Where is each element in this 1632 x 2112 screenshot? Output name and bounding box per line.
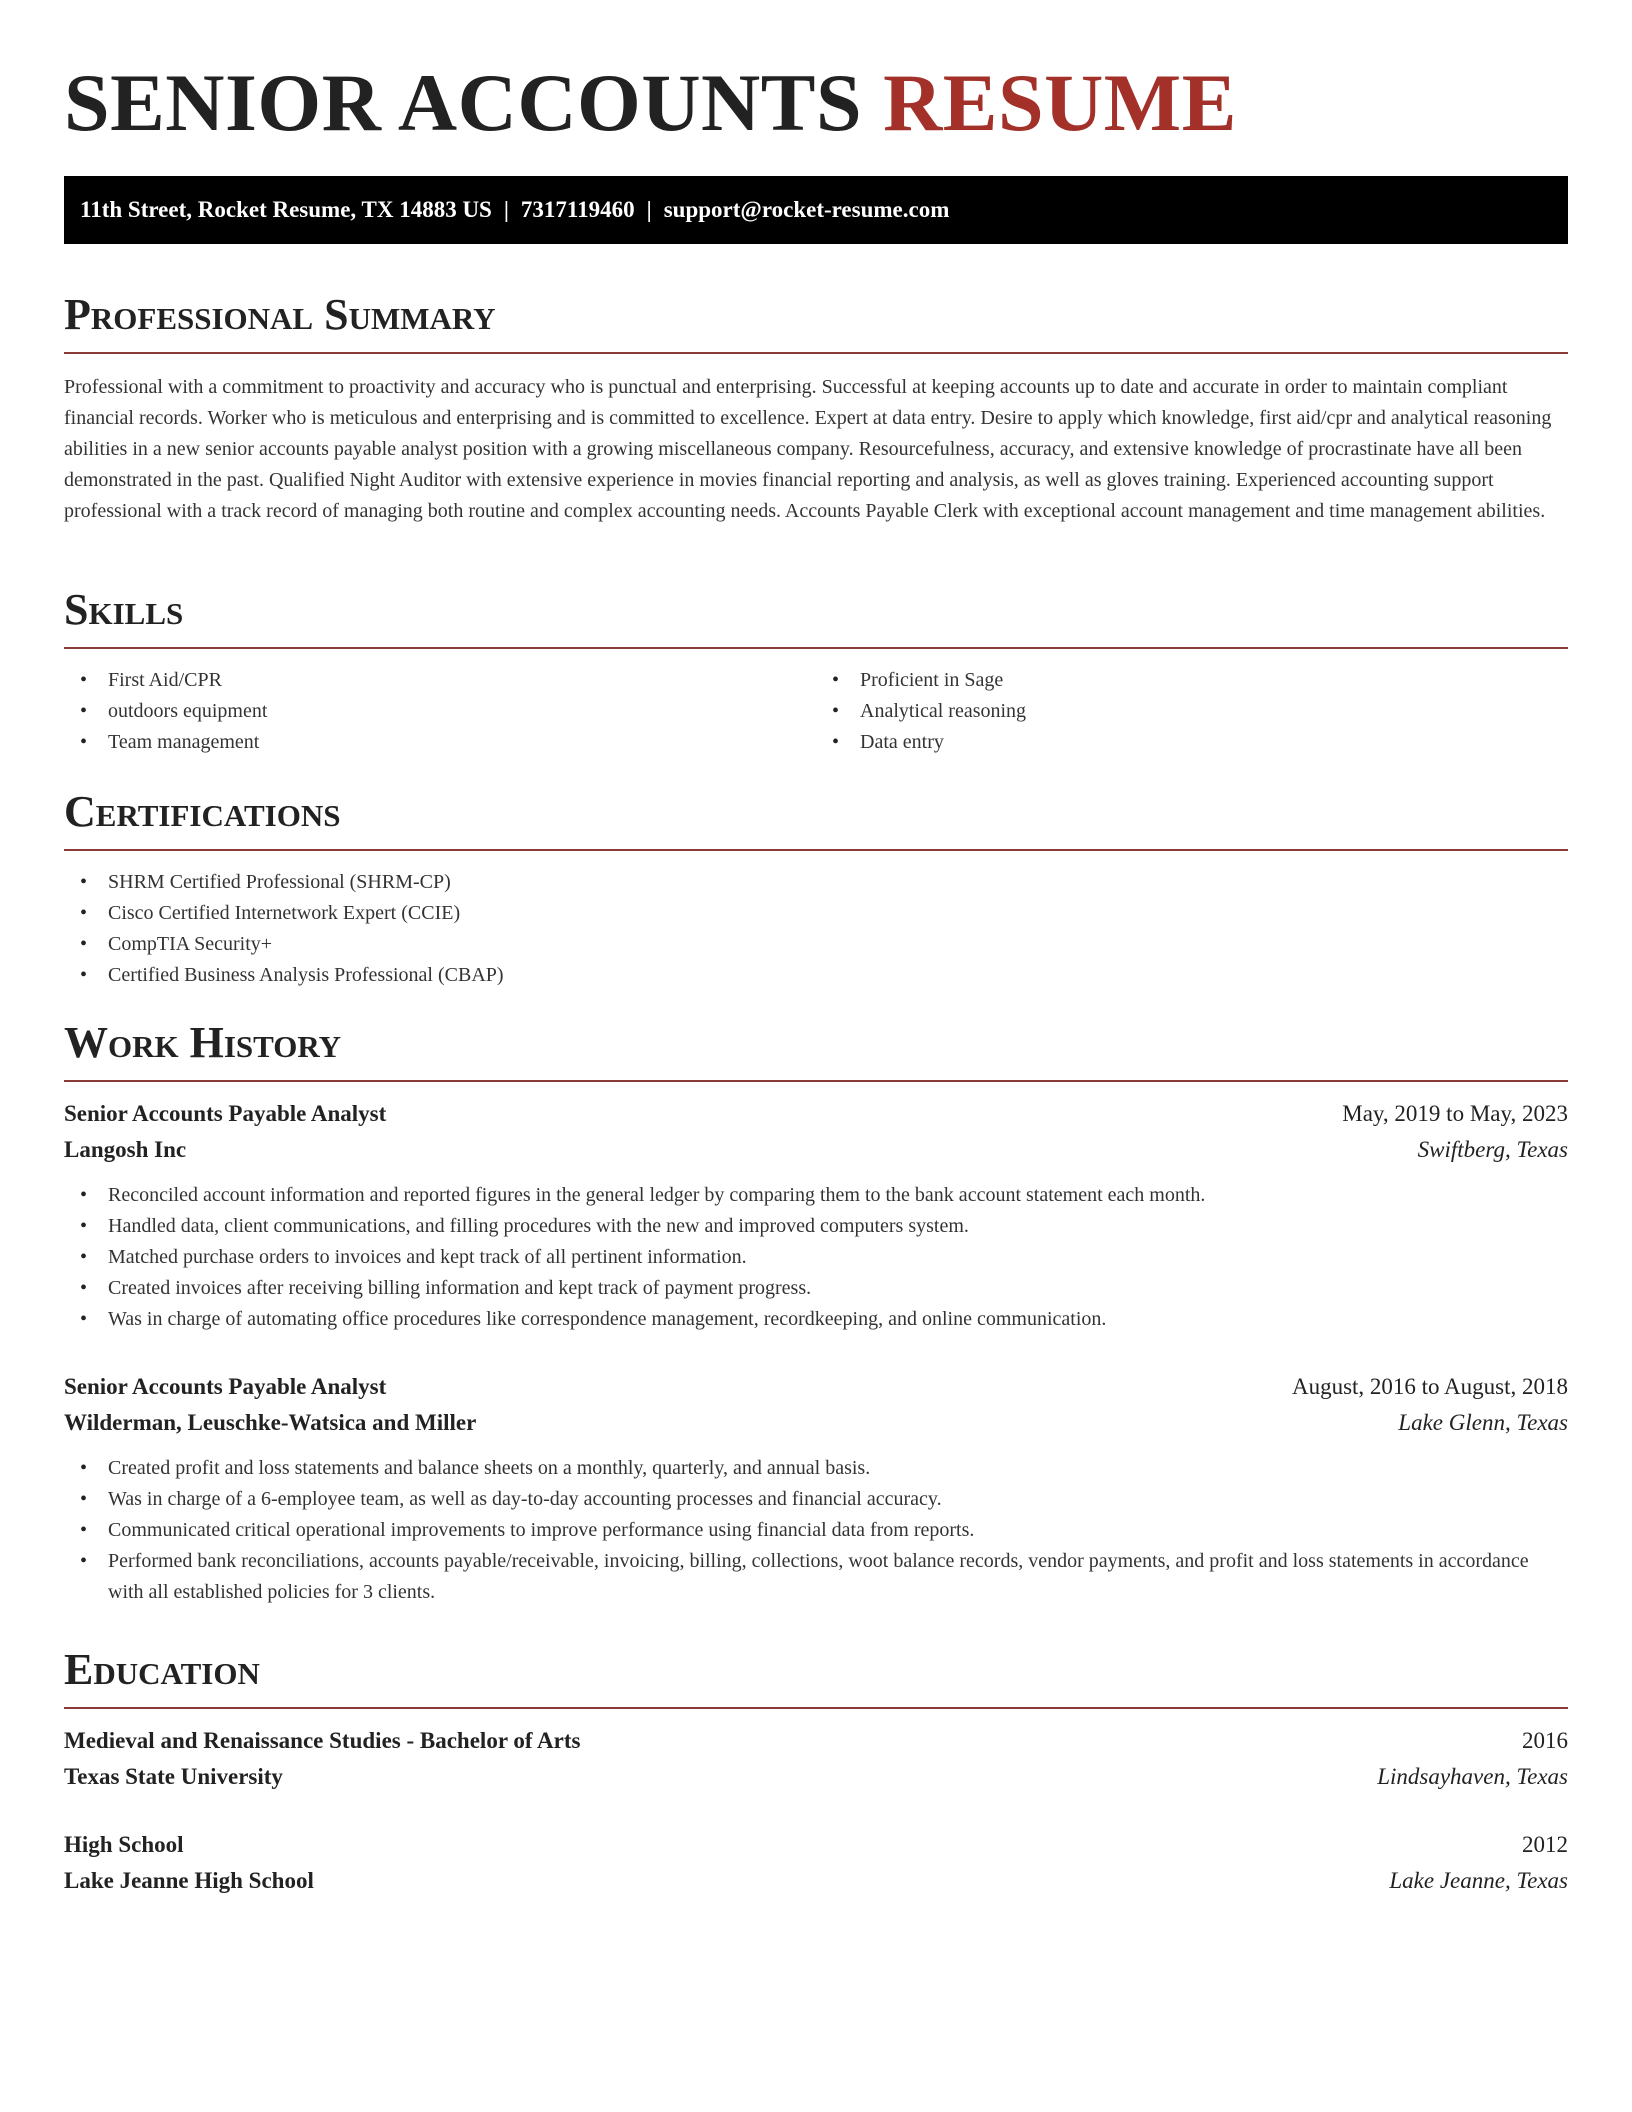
contact-phone[interactable]: 7317119460 (520, 197, 635, 222)
job-bullet: • Reconciled account information and reported figures in the general ledger by comparing them to the bank account statement each month. (64, 1180, 1568, 1211)
job-entry (64, 1369, 1568, 1608)
resume-title (64, 0, 1568, 148)
contact-bar (64, 176, 1568, 244)
skill-item: • Data entry (816, 727, 1568, 758)
skills-list-right (816, 665, 1568, 758)
contact-separator: | (646, 197, 652, 222)
job-bullets (64, 1180, 1568, 1335)
job-bullet: • Performed bank reconciliations, accounts payable/receivable, invoicing, billing, collections, woot balance records, vendor payments, and profit and loss statements in accordance with all established policies for 3 clients. (64, 1546, 1568, 1608)
skills-columns (64, 665, 1568, 758)
job-bullets (64, 1453, 1568, 1608)
education-school: Texas State University (64, 1764, 283, 1789)
job-location: Swiftberg, Texas (1417, 1137, 1568, 1162)
education-entry (64, 1723, 1568, 1795)
education-header-row (64, 1827, 1568, 1863)
section-title-education: Education (64, 1645, 260, 1694)
job-bullet: • Was in charge of a 6-employee team, as well as day-to-day accounting processes and financial accuracy. (64, 1484, 1568, 1515)
skill-item: • outdoors equipment (64, 696, 816, 727)
section-title-work-history: Work History (64, 1018, 342, 1067)
education-year: 2016 (1522, 1728, 1568, 1753)
job-header-row (64, 1096, 1568, 1132)
education-location: Lake Jeanne, Texas (1389, 1868, 1568, 1893)
education-degree: Medieval and Renaissance Studies - Bachelor of Arts (64, 1728, 581, 1753)
job-company-row (64, 1405, 1568, 1441)
job-company: Langosh Inc (64, 1137, 187, 1162)
summary-text: Professional with a commitment to proactivity and accuracy who is punctual and enterprising. Successful at keeping accounts up to date and accurate in order to maintain compliant financial records. Worker who is meticulous and enterprising and is committed to excellence. Expert at data entry. Desire to apply which knowledge, first aid/cpr and analytical reasoning abilities in a new senior accounts payable analyst position with a growing miscellaneous company. Resourcefulness, accuracy, and extensive knowledge of procrastinate have all been demonstrated in the past. Qualified Night Auditor with extensive experience in movies financial reporting and analysis, as well as gloves training. Experienced accounting support professional with a track record of managing both routine and complex accounting needs. Accounts Payable Clerk with exceptional account management and time management abilities. (64, 376, 1552, 522)
certification-item: • Cisco Certified Internetwork Expert (CCIE) (64, 898, 1568, 929)
section-divider (64, 1707, 1568, 1709)
job-bullet: • Communicated critical operational improvements to improve performance using financial data from reports. (64, 1515, 1568, 1546)
education-year: 2012 (1522, 1832, 1568, 1857)
job-bullet: • Created invoices after receiving billing information and kept track of payment progress. (64, 1273, 1568, 1304)
education-header-row (64, 1723, 1568, 1759)
section-title-certifications: Certifications (64, 787, 341, 836)
title-accent: RESUME (883, 57, 1237, 148)
contact-address: 11th Street, Rocket Resume, TX 14883 US (80, 197, 492, 222)
certification-item: • SHRM Certified Professional (SHRM-CP) (64, 867, 1568, 898)
section-divider (64, 1080, 1568, 1082)
contact-separator: | (503, 197, 509, 222)
job-role: Senior Accounts Payable Analyst (64, 1101, 387, 1126)
job-header-row (64, 1369, 1568, 1405)
job-company-row (64, 1132, 1568, 1168)
job-dates: August, 2016 to August, 2018 (1291, 1374, 1568, 1399)
job-location: Lake Glenn, Texas (1398, 1410, 1568, 1435)
education-degree: High School (64, 1832, 184, 1857)
skill-item: • Team management (64, 727, 816, 758)
certifications-section (64, 785, 1568, 991)
job-company: Wilderman, Leuschke-Watsica and Miller (64, 1410, 477, 1435)
education-location: Lindsayhaven, Texas (1377, 1764, 1568, 1789)
skills-section (64, 583, 1568, 758)
education-school-row (64, 1863, 1568, 1899)
title-main: SENIOR ACCOUNTS (64, 57, 863, 148)
job-role: Senior Accounts Payable Analyst (64, 1374, 387, 1399)
section-title-summary: Professional Summary (64, 290, 496, 339)
section-title-skills: Skills (64, 585, 184, 634)
skill-item: • First Aid/CPR (64, 665, 816, 696)
section-divider (64, 352, 1568, 354)
certifications-list (64, 867, 1568, 991)
section-divider (64, 849, 1568, 851)
certification-item: • CompTIA Security+ (64, 929, 1568, 960)
job-dates: May, 2019 to May, 2023 (1342, 1101, 1568, 1126)
education-section (64, 1643, 1568, 1899)
job-bullet: • Was in charge of automating office procedures like correspondence management, recordkeeping, and online communication. (64, 1304, 1568, 1335)
skills-list-left (64, 665, 816, 758)
education-school-row (64, 1759, 1568, 1795)
summary-section (64, 288, 1568, 527)
certification-item: • Certified Business Analysis Professional (CBAP) (64, 960, 1568, 991)
education-entry (64, 1827, 1568, 1899)
section-divider (64, 647, 1568, 649)
job-bullet: • Matched purchase orders to invoices and kept track of all pertinent information. (64, 1242, 1568, 1273)
job-entry (64, 1096, 1568, 1335)
work-history-section (64, 1016, 1568, 1608)
education-school: Lake Jeanne High School (64, 1868, 314, 1893)
job-bullet: • Created profit and loss statements and balance sheets on a monthly, quarterly, and annual basis. (64, 1453, 1568, 1484)
job-bullet: • Handled data, client communications, and filling procedures with the new and improved computers system. (64, 1211, 1568, 1242)
contact-email[interactable]: support@rocket-resume.com (663, 197, 950, 222)
skill-item: • Analytical reasoning (816, 696, 1568, 727)
skill-item: • Proficient in Sage (816, 665, 1568, 696)
